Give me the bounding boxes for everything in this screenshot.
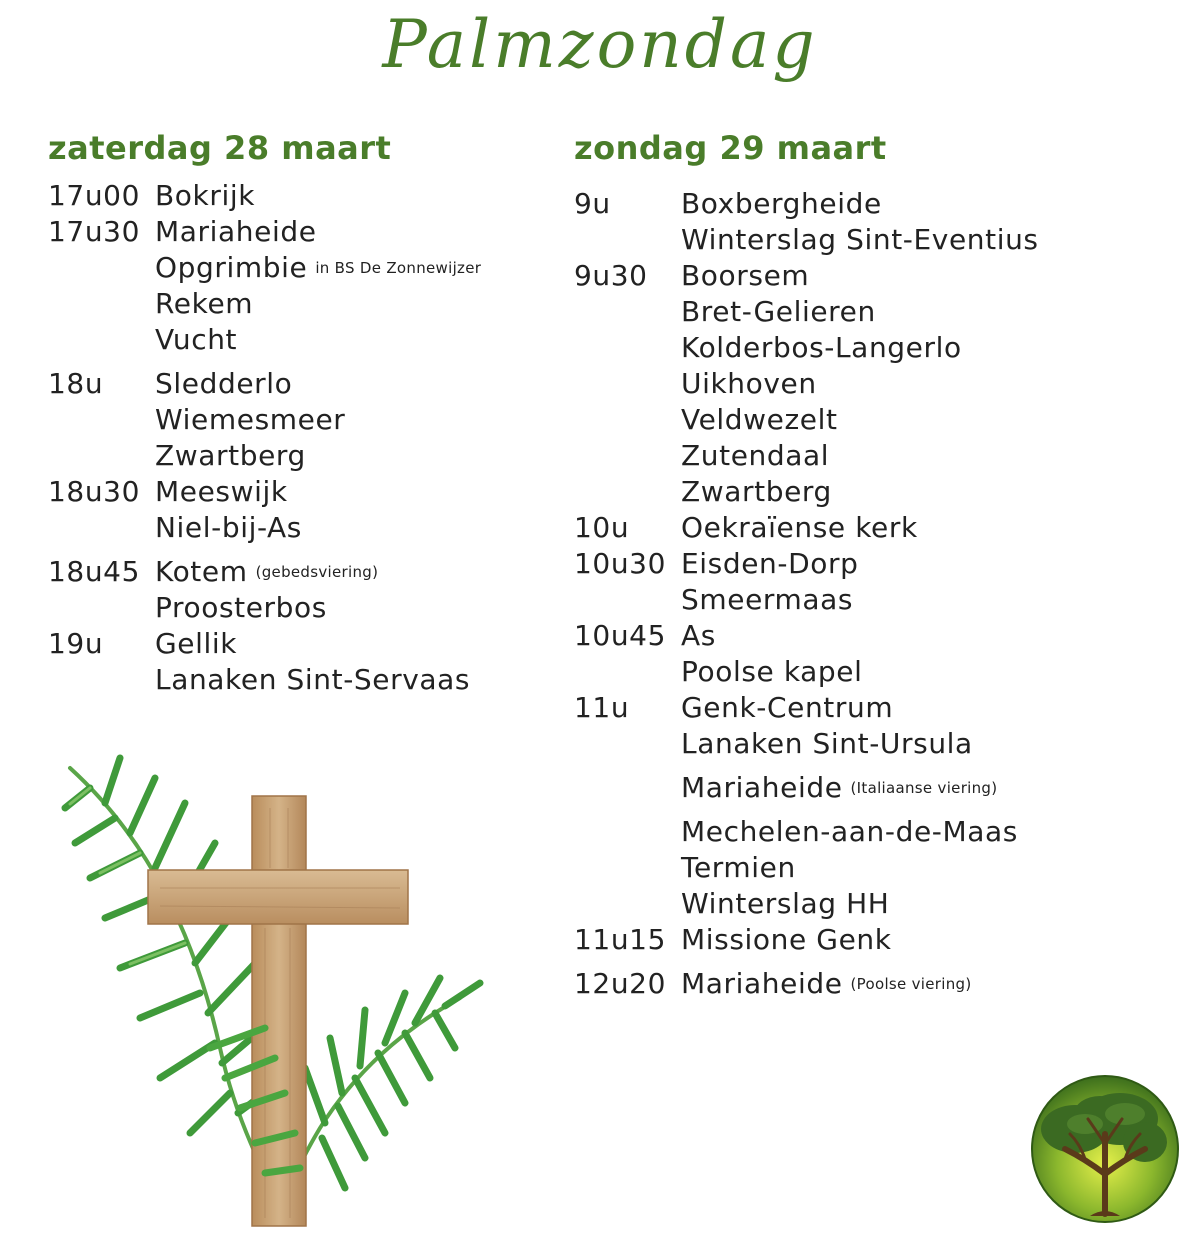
mass-time: 17u00 <box>48 179 141 212</box>
saturday-heading: zaterdag 28 maart <box>48 129 392 167</box>
mass-time <box>48 250 155 286</box>
mass-place: Smeermaas <box>681 583 854 616</box>
page-title: Palmzondag <box>382 6 818 83</box>
mass-time <box>48 402 155 438</box>
schedule-row <box>574 294 1174 330</box>
mass-place: Missione Genk <box>681 923 892 956</box>
schedule-row <box>574 966 1174 1002</box>
mass-time: 11u15 <box>574 923 667 956</box>
mass-time: 10u45 <box>574 619 667 652</box>
mass-time <box>574 402 681 438</box>
mass-place: Kolderbos-Langerlo <box>681 331 962 364</box>
mass-place: Oekraïense kerk <box>681 511 918 544</box>
mass-note: (Poolse viering) <box>850 975 972 993</box>
mass-time <box>574 814 681 850</box>
schedule-row <box>574 186 1174 222</box>
tree-logo-icon <box>1030 1074 1180 1224</box>
schedule-row <box>574 654 1174 690</box>
mass-place: Mechelen-aan-de-Maas <box>681 815 1018 848</box>
mass-time: 18u30 <box>48 475 141 508</box>
mass-place: Proosterbos <box>155 591 327 624</box>
mass-place: Lanaken Sint-Ursula <box>681 727 973 760</box>
schedule-row <box>48 554 548 590</box>
mass-place: Boorsem <box>681 259 810 292</box>
schedule-row <box>574 814 1174 850</box>
schedule-row <box>574 582 1174 618</box>
schedule-row <box>48 322 548 358</box>
mass-place: Genk-Centrum <box>681 691 894 724</box>
schedule-row <box>574 850 1174 886</box>
mass-time <box>48 662 155 698</box>
mass-place: Meeswijk <box>155 475 288 508</box>
mass-time: 18u <box>48 367 104 400</box>
schedule-row <box>574 726 1174 762</box>
mass-place: As <box>681 619 716 652</box>
mass-time <box>574 222 681 258</box>
mass-place: Poolse kapel <box>681 655 863 688</box>
sunday-schedule <box>574 186 1174 1002</box>
mass-time <box>574 886 681 922</box>
mass-place: Uikhoven <box>681 367 817 400</box>
schedule-row <box>48 402 548 438</box>
mass-time <box>574 474 681 510</box>
mass-note: (gebedsviering) <box>255 563 379 581</box>
mass-time <box>574 850 681 886</box>
mass-note: (Italiaanse viering) <box>850 779 998 797</box>
mass-place: Bokrijk <box>155 179 256 212</box>
schedule-row <box>48 366 548 402</box>
mass-place: Boxbergheide <box>681 187 882 220</box>
mass-time: 9u <box>574 187 611 220</box>
schedule-row <box>574 222 1174 258</box>
mass-place: Opgrimbie <box>155 251 308 284</box>
mass-place: Mariaheide <box>155 215 317 248</box>
mass-place: Mariaheide <box>681 771 843 804</box>
mass-place: Zwartberg <box>681 475 832 508</box>
mass-note: in BS De Zonnewijzer <box>315 259 482 277</box>
mass-place: Termien <box>681 851 796 884</box>
schedule-row <box>48 510 548 546</box>
mass-place: Zwartberg <box>155 439 306 472</box>
sunday-column <box>574 126 1174 1002</box>
mass-place: Zutendaal <box>681 439 830 472</box>
saturday-schedule <box>48 178 548 698</box>
schedule-row <box>574 690 1174 726</box>
schedule-row <box>574 402 1174 438</box>
palm-frond-right <box>280 978 480 1218</box>
schedule-row <box>574 546 1174 582</box>
schedule-row <box>574 366 1174 402</box>
mass-place: Veldwezelt <box>681 403 838 436</box>
mass-time: 12u20 <box>574 967 667 1000</box>
mass-time: 10u30 <box>574 547 667 580</box>
mass-time <box>574 366 681 402</box>
schedule-row <box>574 770 1174 806</box>
mass-time <box>48 322 155 358</box>
schedule-row <box>48 178 548 214</box>
mass-place: Gellik <box>155 627 238 660</box>
mass-time: 10u <box>574 511 630 544</box>
mass-place: Winterslag HH <box>681 887 890 920</box>
schedule-row <box>48 286 548 322</box>
mass-time: 17u30 <box>48 215 141 248</box>
mass-place: Kotem <box>155 555 248 588</box>
mass-place: Wiemesmeer <box>155 403 346 436</box>
mass-time <box>48 286 155 322</box>
mass-time <box>574 582 681 618</box>
mass-place: Bret-Gelieren <box>681 295 876 328</box>
mass-time: 11u <box>574 691 630 724</box>
schedule-row <box>574 258 1174 294</box>
schedule-row <box>48 214 548 250</box>
mass-time: 18u45 <box>48 555 141 588</box>
schedule-row <box>574 510 1174 546</box>
mass-time <box>574 294 681 330</box>
schedule-row <box>574 474 1174 510</box>
mass-place: Rekem <box>155 287 254 320</box>
schedule-row <box>48 626 548 662</box>
mass-time: 9u30 <box>574 259 648 292</box>
mass-time <box>574 438 681 474</box>
schedule-row <box>574 886 1174 922</box>
saturday-column <box>48 126 548 698</box>
schedule-row <box>574 438 1174 474</box>
mass-time <box>574 726 681 762</box>
mass-time <box>48 438 155 474</box>
mass-time <box>48 590 155 626</box>
mass-time <box>48 510 155 546</box>
wooden-cross <box>148 796 408 1226</box>
mass-place: Vucht <box>155 323 238 356</box>
schedule-row <box>574 618 1174 654</box>
schedule-row <box>48 250 548 286</box>
schedule-row <box>48 438 548 474</box>
mass-place: Eisden-Dorp <box>681 547 859 580</box>
sunday-heading: zondag 29 maart <box>574 129 887 167</box>
palm-cross-icon <box>60 748 500 1228</box>
mass-time <box>574 770 681 806</box>
mass-place: Winterslag Sint-Eventius <box>681 223 1039 256</box>
schedule-row <box>48 474 548 510</box>
mass-place: Mariaheide <box>681 967 843 1000</box>
schedule-row <box>48 590 548 626</box>
schedule-row <box>574 922 1174 958</box>
mass-time <box>574 330 681 366</box>
mass-time: 19u <box>48 627 104 660</box>
schedule-row <box>574 330 1174 366</box>
schedule-row <box>48 662 548 698</box>
mass-place: Sledderlo <box>155 367 293 400</box>
mass-time <box>574 654 681 690</box>
mass-place: Lanaken Sint-Servaas <box>155 663 471 696</box>
mass-place: Niel-bij-As <box>155 511 302 544</box>
